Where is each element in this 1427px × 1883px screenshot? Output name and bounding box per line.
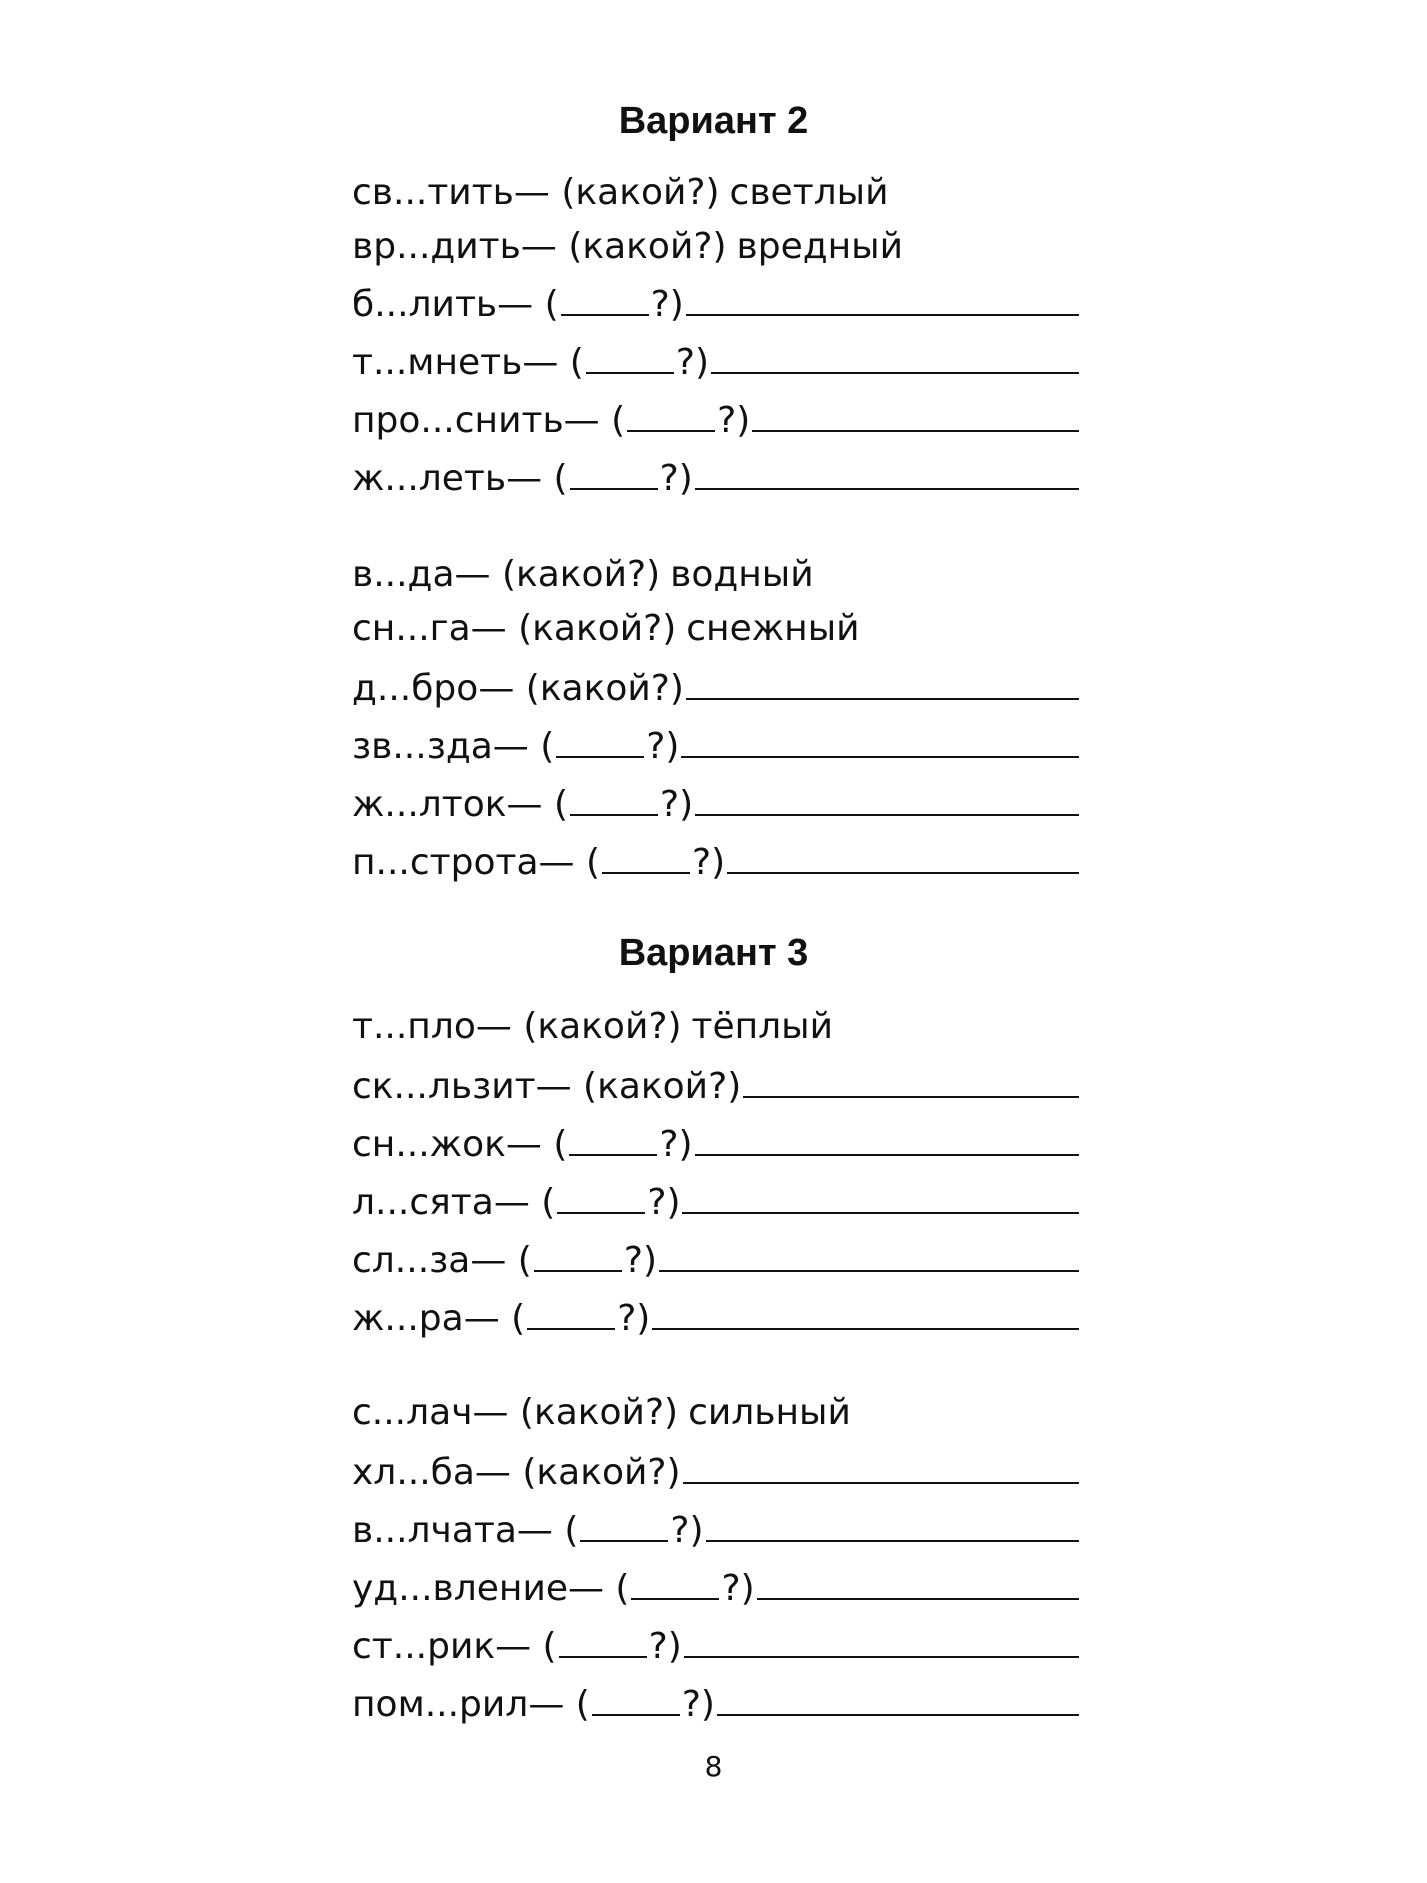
exercise-word: хл...ба bbox=[352, 1452, 475, 1493]
question-blank[interactable] bbox=[580, 1506, 668, 1542]
answer-word: водный bbox=[670, 554, 814, 595]
question-mark: ? bbox=[681, 1684, 701, 1725]
close-paren: ) bbox=[678, 1124, 693, 1165]
exercise-word: ж...лток bbox=[352, 784, 507, 825]
exercise-row bbox=[352, 1236, 1079, 1282]
dash-separator: — ( bbox=[470, 1240, 532, 1281]
answer-blank[interactable] bbox=[652, 1294, 1079, 1330]
answer-word: светлый bbox=[729, 172, 889, 213]
question-blank[interactable] bbox=[557, 1178, 645, 1214]
close-paren: ) bbox=[736, 400, 751, 441]
exercise-word: ж...ра bbox=[352, 1298, 464, 1339]
answer-word: тёплый bbox=[691, 1006, 833, 1047]
close-paren: ) bbox=[705, 172, 720, 213]
answer-blank[interactable] bbox=[695, 454, 1079, 490]
question-mark: ? bbox=[659, 458, 679, 499]
exercise-row bbox=[352, 1564, 1079, 1610]
answer-blank[interactable] bbox=[695, 1120, 1079, 1156]
question-blank[interactable] bbox=[561, 280, 649, 316]
exercise-row bbox=[352, 552, 1079, 598]
dash-separator: — ( bbox=[505, 1124, 568, 1165]
question-mark: ? bbox=[659, 1124, 679, 1165]
variant-3-title: Вариант 3 bbox=[618, 932, 809, 974]
question-blank[interactable] bbox=[631, 1564, 719, 1600]
dash-separator: — ( bbox=[454, 554, 516, 595]
answer-blank[interactable] bbox=[743, 1062, 1079, 1098]
question-blank[interactable] bbox=[556, 722, 644, 758]
close-paren: ) bbox=[665, 726, 680, 767]
exercise-row bbox=[352, 1120, 1079, 1166]
dash-separator: — ( bbox=[520, 226, 583, 267]
dash-separator: — ( bbox=[474, 1452, 537, 1493]
dash-separator: — ( bbox=[535, 1066, 598, 1107]
question-word: какой? bbox=[533, 1392, 665, 1433]
close-paren: ) bbox=[679, 784, 694, 825]
answer-blank[interactable] bbox=[711, 338, 1079, 374]
question-word: какой? bbox=[539, 668, 670, 709]
question-word: какой? bbox=[516, 554, 647, 595]
close-paren: ) bbox=[662, 608, 677, 649]
dash-separator: — ( bbox=[567, 1568, 630, 1609]
exercise-row bbox=[352, 606, 1079, 652]
question-blank[interactable] bbox=[602, 838, 690, 874]
answer-blank[interactable] bbox=[727, 838, 1079, 874]
dash-separator: — ( bbox=[495, 1626, 557, 1667]
exercise-row bbox=[352, 1680, 1079, 1726]
exercise-word: ск...льзит bbox=[352, 1066, 536, 1107]
question-mark: ? bbox=[660, 784, 680, 825]
question-mark: ? bbox=[623, 1240, 643, 1281]
exercise-word: пом...рил bbox=[352, 1684, 529, 1725]
dash-separator: — ( bbox=[513, 172, 576, 213]
dash-separator: — ( bbox=[475, 1006, 538, 1047]
answer-word: сильный bbox=[688, 1392, 851, 1433]
question-blank[interactable] bbox=[570, 454, 658, 490]
question-mark: ? bbox=[647, 1182, 667, 1223]
exercise-row bbox=[352, 170, 1079, 216]
answer-blank[interactable] bbox=[757, 1564, 1079, 1600]
exercise-row bbox=[352, 1506, 1079, 1552]
question-mark: ? bbox=[670, 1510, 690, 1551]
dash-separator: — ( bbox=[563, 400, 626, 441]
close-paren: ) bbox=[666, 1452, 681, 1493]
question-word: какой? bbox=[537, 1006, 668, 1047]
dash-separator: — ( bbox=[506, 784, 569, 825]
question-mark: ? bbox=[650, 284, 670, 325]
exercise-word: ж...леть bbox=[352, 458, 507, 499]
answer-blank[interactable] bbox=[681, 722, 1079, 758]
exercise-word: сл...за bbox=[352, 1240, 471, 1281]
question-blank[interactable] bbox=[627, 396, 715, 432]
answer-blank[interactable] bbox=[752, 396, 1079, 432]
dash-separator: — ( bbox=[493, 1182, 556, 1223]
close-paren: ) bbox=[642, 1240, 657, 1281]
exercise-word: сн...жок bbox=[352, 1124, 506, 1165]
exercise-row bbox=[352, 1448, 1079, 1494]
dash-separator: — ( bbox=[470, 608, 533, 649]
exercise-word: т...пло bbox=[352, 1006, 476, 1047]
exercise-row bbox=[352, 224, 1079, 270]
variant-2-title: Вариант 2 bbox=[618, 100, 809, 142]
answer-blank[interactable] bbox=[717, 1680, 1079, 1716]
question-mark: ? bbox=[721, 1568, 741, 1609]
question-word: какой? bbox=[597, 1066, 728, 1107]
close-paren: ) bbox=[669, 284, 684, 325]
exercise-word: уд...вление bbox=[352, 1568, 568, 1609]
dash-separator: — ( bbox=[472, 1392, 534, 1433]
close-paren: ) bbox=[666, 1182, 681, 1223]
dash-separator: — ( bbox=[497, 284, 559, 325]
exercise-row bbox=[352, 280, 1079, 326]
dash-separator: — ( bbox=[516, 1510, 579, 1551]
exercise-word: в...да bbox=[352, 554, 455, 595]
exercise-word: вр...дить bbox=[352, 226, 521, 267]
question-word: какой? bbox=[575, 172, 706, 213]
question-word: какой? bbox=[582, 226, 713, 267]
question-mark: ? bbox=[646, 726, 666, 767]
close-paren: ) bbox=[727, 1066, 742, 1107]
close-paren: ) bbox=[667, 1006, 682, 1047]
answer-blank[interactable] bbox=[659, 1236, 1079, 1272]
question-mark: ? bbox=[675, 342, 695, 383]
exercise-row bbox=[352, 338, 1079, 384]
answer-blank[interactable] bbox=[686, 664, 1079, 700]
question-word: какой? bbox=[536, 1452, 667, 1493]
exercise-word: в...лчата bbox=[352, 1510, 517, 1551]
exercise-row bbox=[352, 396, 1079, 442]
exercise-row bbox=[352, 1178, 1079, 1224]
close-paren: ) bbox=[664, 1392, 679, 1433]
exercise-row bbox=[352, 664, 1079, 710]
close-paren: ) bbox=[669, 668, 684, 709]
question-mark: ? bbox=[648, 1626, 668, 1667]
answer-blank[interactable] bbox=[686, 280, 1079, 316]
question-blank[interactable] bbox=[569, 1120, 657, 1156]
close-paren: ) bbox=[694, 342, 709, 383]
answer-blank[interactable] bbox=[706, 1506, 1079, 1542]
answer-blank[interactable] bbox=[682, 1178, 1079, 1214]
exercise-word: б...лить bbox=[352, 284, 498, 325]
exercise-row bbox=[352, 838, 1079, 884]
exercise-row bbox=[352, 780, 1079, 826]
exercise-word: л...сята bbox=[352, 1182, 494, 1223]
question-blank[interactable] bbox=[592, 1680, 680, 1716]
close-paren: ) bbox=[740, 1568, 755, 1609]
dash-separator: — ( bbox=[506, 458, 568, 499]
question-word: какой? bbox=[532, 608, 663, 649]
exercise-word: зв...зда bbox=[352, 726, 493, 767]
exercise-word: с...лач bbox=[352, 1392, 473, 1433]
question-blank[interactable] bbox=[570, 780, 658, 816]
close-paren: ) bbox=[646, 554, 661, 595]
exercise-row bbox=[352, 454, 1079, 500]
answer-word: снежный bbox=[686, 608, 860, 649]
exercise-row bbox=[352, 722, 1079, 768]
exercise-word: ст...рик bbox=[352, 1626, 496, 1667]
exercise-row bbox=[352, 1004, 1079, 1050]
question-blank[interactable] bbox=[559, 1622, 647, 1658]
close-paren: ) bbox=[689, 1510, 704, 1551]
exercise-row bbox=[352, 1294, 1079, 1340]
dash-separator: — ( bbox=[463, 1298, 526, 1339]
dash-separator: — ( bbox=[522, 342, 584, 383]
exercise-word: про...снить bbox=[352, 400, 564, 441]
question-mark: ? bbox=[717, 400, 737, 441]
exercise-row bbox=[352, 1390, 1079, 1436]
exercise-word: сн...га bbox=[352, 608, 471, 649]
close-paren: ) bbox=[678, 458, 693, 499]
exercise-word: т...мнеть bbox=[352, 342, 523, 383]
close-paren: ) bbox=[636, 1298, 651, 1339]
exercise-row bbox=[352, 1062, 1079, 1108]
close-paren: ) bbox=[711, 842, 726, 883]
answer-blank[interactable] bbox=[683, 1448, 1079, 1484]
answer-blank[interactable] bbox=[695, 780, 1079, 816]
page-number: 8 bbox=[704, 1750, 723, 1783]
question-blank[interactable] bbox=[527, 1294, 615, 1330]
question-blank[interactable] bbox=[586, 338, 674, 374]
dash-separator: — ( bbox=[478, 668, 540, 709]
answer-word: вредный bbox=[736, 226, 903, 267]
question-mark: ? bbox=[617, 1298, 637, 1339]
dash-separator: — ( bbox=[528, 1684, 590, 1725]
answer-blank[interactable] bbox=[684, 1622, 1079, 1658]
close-paren: ) bbox=[700, 1684, 715, 1725]
close-paren: ) bbox=[667, 1626, 682, 1667]
dash-separator: — ( bbox=[538, 842, 601, 883]
exercise-row bbox=[352, 1622, 1079, 1668]
question-mark: ? bbox=[692, 842, 712, 883]
question-blank[interactable] bbox=[534, 1236, 622, 1272]
exercise-word: п...строта bbox=[352, 842, 539, 883]
exercise-word: св...тить bbox=[352, 172, 514, 213]
dash-separator: — ( bbox=[492, 726, 555, 767]
exercise-word: д...бро bbox=[352, 668, 479, 709]
close-paren: ) bbox=[712, 226, 727, 267]
